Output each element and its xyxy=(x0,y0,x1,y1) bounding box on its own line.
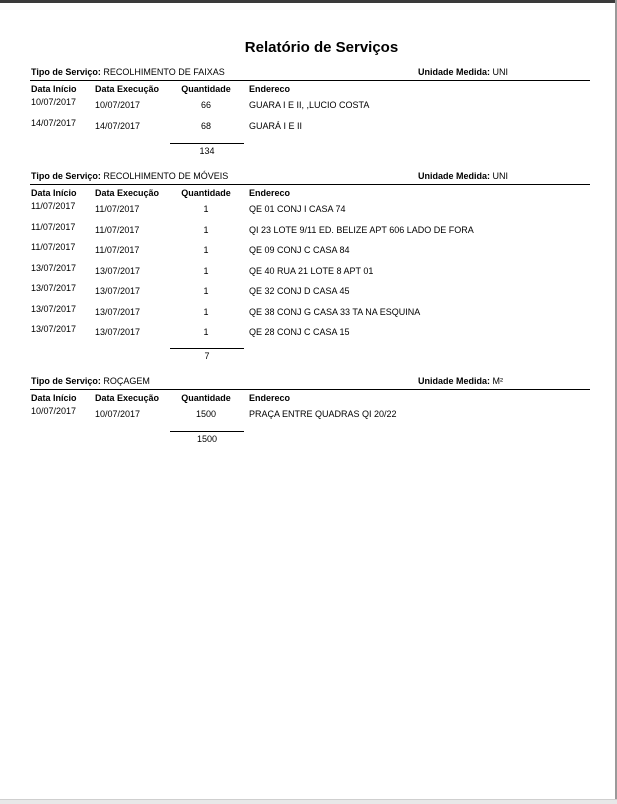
service-type-value: ROÇAGEM xyxy=(103,376,150,386)
cell-endereco: QE 01 CONJ I CASA 74 xyxy=(249,204,346,214)
cell-data-inicio: 10/07/2017 xyxy=(31,406,77,416)
cell-data-inicio: 11/07/2017 xyxy=(31,201,76,211)
cell-data-inicio: 14/07/2017 xyxy=(31,117,77,128)
cell-endereco: GUARÁ I E II xyxy=(249,120,303,131)
service-group-recolhimento-faixas xyxy=(30,66,590,156)
cell-data-execucao: 14/07/2017 xyxy=(95,120,141,131)
service-group-recolhimento-moveis xyxy=(30,170,590,361)
cell-data-execucao: 13/07/2017 xyxy=(95,306,141,317)
table-row xyxy=(30,98,590,119)
group-total: 7 xyxy=(204,351,210,361)
cell-data-inicio: 13/07/2017 xyxy=(31,324,77,334)
col-data-execucao: Data Execução xyxy=(95,188,160,198)
group-total: 134 xyxy=(199,146,215,156)
table-row xyxy=(30,223,590,244)
cell-endereco: QI 23 LOTE 9/11 ED. BELIZE APT 606 LADO DE FORA xyxy=(249,224,474,235)
service-type-value: RECOLHIMENTO DE FAIXAS xyxy=(103,67,225,77)
cell-data-execucao: 13/07/2017 xyxy=(95,265,141,276)
cell-data-inicio: 13/07/2017 xyxy=(31,283,77,293)
table-row xyxy=(30,202,590,223)
unit-label: Unidade Medida: xyxy=(418,67,491,77)
cell-quantidade: 1 xyxy=(203,245,209,255)
table-row xyxy=(30,325,590,346)
total-divider xyxy=(170,348,244,349)
window-top-border xyxy=(0,0,617,3)
column-headers xyxy=(30,188,590,202)
service-type-label: Tipo de Serviço: xyxy=(31,376,101,386)
cell-data-inicio: 13/07/2017 xyxy=(31,262,77,273)
col-quantidade: Quantidade xyxy=(181,188,231,198)
cell-quantidade: 1 xyxy=(203,327,209,337)
col-data-execucao: Data Execução xyxy=(95,84,160,94)
col-data-inicio: Data Início xyxy=(31,393,77,403)
cell-quantidade: 1 xyxy=(203,265,209,276)
table-row xyxy=(30,264,590,285)
unit-label: Unidade Medida: xyxy=(418,376,491,386)
cell-data-execucao: 10/07/2017 xyxy=(95,100,141,110)
cell-endereco: QE 38 CONJ G CASA 33 TA NA ESQUINA xyxy=(249,306,421,317)
cell-data-execucao: 11/07/2017 xyxy=(95,224,140,235)
cell-endereco: PRAÇA ENTRE QUADRAS QI 20/22 xyxy=(249,409,397,419)
cell-data-execucao: 13/07/2017 xyxy=(95,327,141,337)
group-total: 1500 xyxy=(196,434,218,444)
cell-quantidade: 1 xyxy=(203,306,209,317)
unit-value: UNI xyxy=(492,171,509,181)
cell-data-inicio: 11/07/2017 xyxy=(31,221,76,232)
col-data-inicio: Data Início xyxy=(31,84,77,94)
cell-quantidade: 1500 xyxy=(195,409,217,419)
table-row xyxy=(30,284,590,305)
total-divider xyxy=(170,143,244,144)
cell-data-inicio: 13/07/2017 xyxy=(31,303,77,314)
group-header xyxy=(30,375,590,390)
col-data-inicio: Data Início xyxy=(31,188,77,198)
cell-data-execucao: 11/07/2017 xyxy=(95,204,140,214)
cell-quantidade: 68 xyxy=(200,120,211,131)
cell-data-inicio: 10/07/2017 xyxy=(31,97,77,107)
cell-quantidade: 1 xyxy=(203,204,209,214)
service-type-label: Tipo de Serviço: xyxy=(31,171,101,181)
cell-data-execucao: 10/07/2017 xyxy=(95,409,141,419)
service-group-rocagem xyxy=(30,375,590,444)
service-type-label: Tipo de Serviço: xyxy=(31,67,101,77)
cell-data-inicio: 11/07/2017 xyxy=(31,242,76,252)
column-headers xyxy=(30,84,590,98)
col-endereco: Endereco xyxy=(249,188,291,198)
cell-quantidade: 66 xyxy=(200,100,211,110)
column-headers xyxy=(30,393,590,407)
table-row xyxy=(30,407,590,428)
col-quantidade: Quantidade xyxy=(181,84,231,94)
cell-endereco: QE 09 CONJ C CASA 84 xyxy=(249,245,350,255)
col-quantidade: Quantidade xyxy=(181,393,231,403)
cell-quantidade: 1 xyxy=(203,224,209,235)
unit-value: UNI xyxy=(492,67,509,77)
unit-value: M² xyxy=(492,376,504,386)
cell-quantidade: 1 xyxy=(203,286,209,296)
cell-data-execucao: 13/07/2017 xyxy=(95,286,141,296)
page-bottom-edge xyxy=(0,799,617,804)
cell-endereco: QE 32 CONJ D CASA 45 xyxy=(249,286,350,296)
cell-endereco: GUARA I E II, ,LUCIO COSTA xyxy=(249,100,370,110)
report-title: Relatório de Serviços xyxy=(244,39,399,56)
col-endereco: Endereco xyxy=(249,393,291,403)
table-row xyxy=(30,243,590,264)
total-divider xyxy=(170,431,244,432)
group-header xyxy=(30,170,590,185)
group-header xyxy=(30,66,590,81)
service-type-value: RECOLHIMENTO DE MÓVEIS xyxy=(103,171,229,181)
col-data-execucao: Data Execução xyxy=(95,393,160,403)
unit-label: Unidade Medida: xyxy=(418,171,491,181)
col-endereco: Endereco xyxy=(249,84,291,94)
table-row xyxy=(30,119,590,140)
cell-data-execucao: 11/07/2017 xyxy=(95,245,140,255)
table-row xyxy=(30,305,590,326)
cell-endereco: QE 40 RUA 21 LOTE 8 APT 01 xyxy=(249,265,374,276)
cell-endereco: QE 28 CONJ C CASA 15 xyxy=(249,327,350,337)
